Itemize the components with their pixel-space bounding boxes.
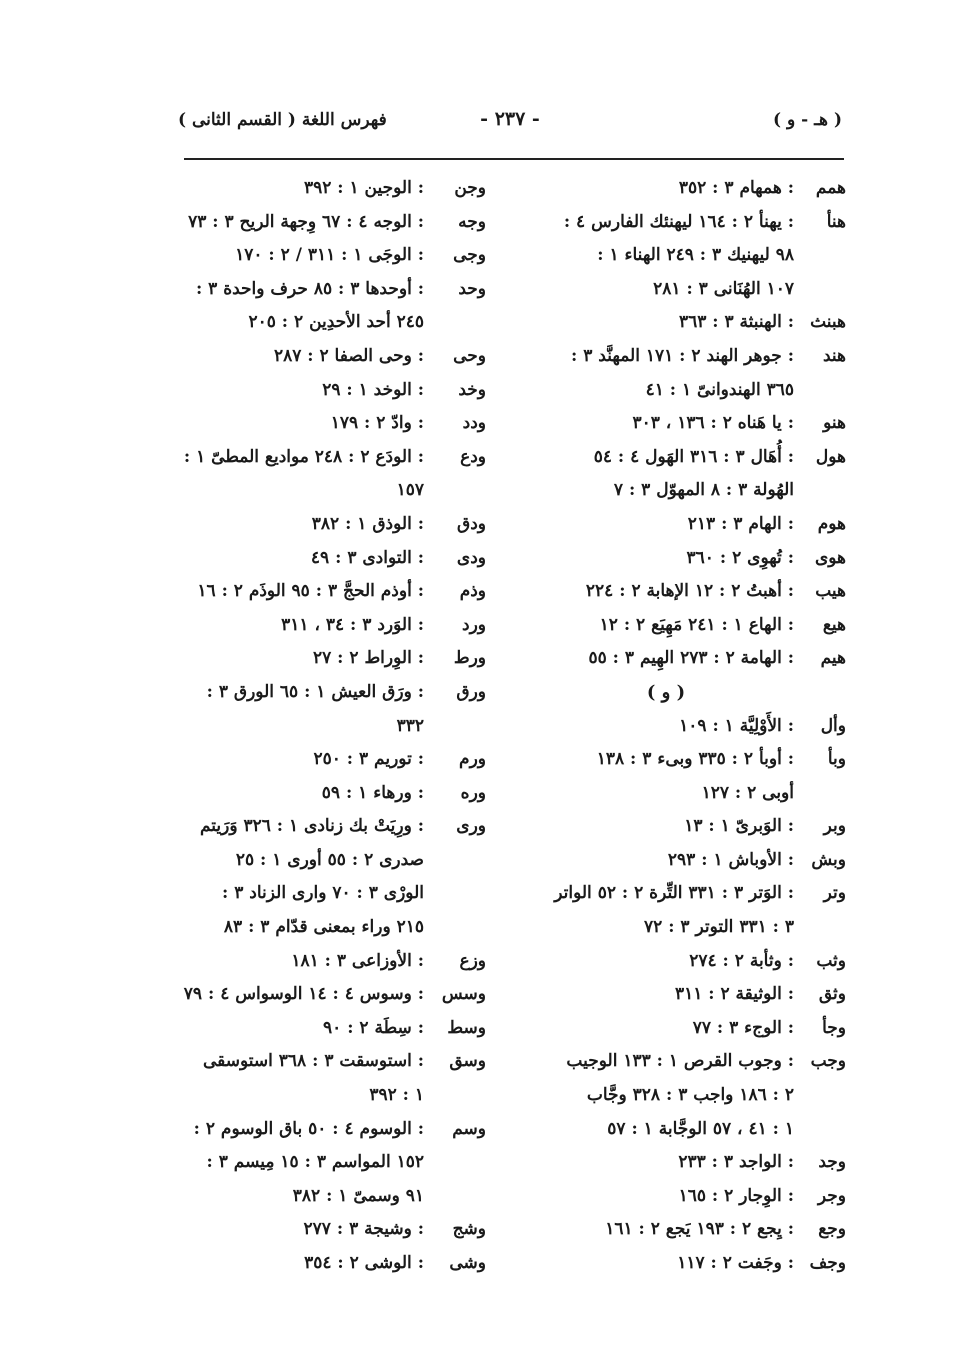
index-entry bbox=[546, 542, 846, 576]
entry-line bbox=[184, 676, 486, 710]
entry-root: وبش bbox=[811, 849, 846, 870]
entry-line bbox=[184, 1079, 486, 1113]
entry-root: وجع bbox=[818, 1219, 846, 1240]
entry-line bbox=[184, 642, 486, 676]
entry-root: هنو bbox=[823, 413, 846, 434]
entry-text: : يِجع ٢ : ١٩٣ يَجع ٢ : ١٦١ bbox=[546, 1213, 794, 1247]
entry-root: وشج bbox=[452, 1219, 486, 1240]
entry-line bbox=[184, 877, 486, 911]
entry-text: : ورهاء ١ : ٥٩ bbox=[184, 777, 424, 811]
index-entry bbox=[184, 642, 486, 676]
entry-text: : الأوباش ١ : ٢٩٣ bbox=[546, 844, 794, 878]
entry-root: ورق bbox=[456, 681, 486, 702]
entry-line bbox=[546, 743, 846, 777]
entry-text: : أوحدها ٣ : ٨٥ حرف واحدة ٣ : bbox=[184, 273, 424, 307]
entry-root: هوى bbox=[814, 547, 846, 568]
entry-text: : الوجين ١ : ٣٩٢ bbox=[184, 172, 424, 206]
entry-text: : الهام ٣ : ٢١٣ bbox=[546, 508, 794, 542]
entry-continuation: ٢ : ١٨٦ واجب ٣ : ٣٢٨ وجَّاب bbox=[586, 1085, 794, 1106]
entry-line bbox=[546, 374, 846, 408]
entry-root: وجد bbox=[818, 1152, 846, 1173]
entry-text: : يهنأ ٢ : ١٦٤ ليهنئك الفارس ٤ : bbox=[546, 206, 794, 240]
entry-continuation: صدرى ٢ : ٥٥ أورى ١ : ٢٥ bbox=[235, 849, 424, 870]
entry-root: ودق bbox=[457, 513, 486, 534]
entry-root: وزع bbox=[459, 950, 486, 971]
entry-line bbox=[546, 306, 846, 340]
index-entry bbox=[546, 1213, 846, 1247]
entry-text: : الوَتر ٣ : ٣٣١ التِّرة ٢ : ٥٢ الواتر bbox=[546, 877, 794, 911]
entry-line bbox=[546, 1079, 846, 1113]
index-entry bbox=[184, 508, 486, 542]
entry-line bbox=[184, 1045, 486, 1079]
entry-line bbox=[184, 777, 486, 811]
entry-root: وسط bbox=[447, 1017, 486, 1038]
entry-text: : الواجد ٣ : ٢٣٣ bbox=[546, 1146, 794, 1180]
index-entry bbox=[546, 508, 846, 542]
index-entry bbox=[546, 1180, 846, 1214]
entry-root: ودع bbox=[460, 446, 486, 467]
entry-text: : استوسقت ٣ : ٣٦٨ استوسقى bbox=[184, 1045, 424, 1079]
entry-line bbox=[546, 810, 846, 844]
entry-line bbox=[546, 642, 846, 676]
entry-text: : الوثيقة ٢ : ٣١١ bbox=[546, 978, 794, 1012]
entry-root: وثب bbox=[816, 950, 846, 971]
entry-text: : الأَوْلِيَّة ١ : ١٠٩ bbox=[546, 710, 794, 744]
entry-line bbox=[546, 710, 846, 744]
entry-root: ورد bbox=[462, 614, 486, 635]
index-entry bbox=[184, 1045, 486, 1112]
entry-continuation: أوبى ٢ : ١٢٧ bbox=[701, 782, 794, 803]
entry-root: وسم bbox=[452, 1118, 486, 1139]
entry-root: وذم bbox=[459, 581, 486, 602]
entry-text: : الوذق ١ : ٣٨٢ bbox=[184, 508, 424, 542]
index-entry bbox=[184, 542, 486, 576]
entry-continuation: ١٥٧ bbox=[396, 480, 424, 501]
index-entry bbox=[546, 340, 846, 407]
entry-root: ودد bbox=[462, 413, 486, 434]
entry-line bbox=[184, 1180, 486, 1214]
entry-text: : الوجَى ١ : ٣١١ / ٢ : ١٧٠ bbox=[184, 239, 424, 273]
entry-line bbox=[546, 1247, 846, 1281]
index-entry bbox=[546, 642, 846, 676]
entry-line bbox=[546, 575, 846, 609]
entry-line bbox=[184, 575, 486, 609]
entry-root: وره bbox=[460, 782, 486, 803]
entry-text: : ورِيَتْ بك زنادى ١ : ٣٢٦ وَرَيتم bbox=[184, 810, 424, 844]
entry-line bbox=[546, 1045, 846, 1079]
entry-text: : همهام ٣ : ٣٥٢ bbox=[546, 172, 794, 206]
entry-root: وتر bbox=[823, 883, 846, 904]
entry-root: وحى bbox=[453, 345, 486, 366]
entry-root: وخد bbox=[458, 379, 486, 400]
entry-root: وسق bbox=[449, 1051, 486, 1072]
entry-line bbox=[546, 273, 846, 307]
entry-root: وبأ bbox=[827, 749, 846, 770]
entry-text: : توريم ٣ : ٢٥٠ bbox=[184, 743, 424, 777]
entry-continuation: ١ : ٣٩٢ bbox=[369, 1085, 424, 1106]
index-entry bbox=[546, 844, 846, 878]
entry-root: وجر bbox=[817, 1185, 846, 1206]
entry-line bbox=[184, 273, 486, 307]
entry-continuation: ٣ : ٣٣١ التوتر ٣ : ٧٢ bbox=[644, 917, 794, 938]
index-entry bbox=[184, 1247, 486, 1281]
entry-text: : أوذم الحجَّ ٣ : ٩٥ الوذَم ٢ : ١٦ bbox=[184, 575, 424, 609]
entry-text: : الوسوم ٤ : ٥٠ باق الوسوم ٢ : bbox=[184, 1113, 424, 1147]
left-column bbox=[184, 172, 486, 1281]
entry-text: : أهبتُ ٢ : ١٢ الإهابة ٢ : ٢٢٤ bbox=[546, 575, 794, 609]
index-entry bbox=[184, 609, 486, 643]
index-entry bbox=[184, 978, 486, 1012]
entry-text: : الهاع ١ : ٢٤١ مَهِيَع ٢ : ١٢ bbox=[546, 609, 794, 643]
index-entry bbox=[546, 710, 846, 744]
entry-text: : الوجه ٤ : ٦٧ وِجهة الريح ٣ : ٧٣ bbox=[184, 206, 424, 240]
entry-line bbox=[184, 407, 486, 441]
entry-line bbox=[546, 172, 846, 206]
entry-line bbox=[184, 609, 486, 643]
entry-line bbox=[184, 374, 486, 408]
entry-line bbox=[546, 441, 846, 475]
entry-text: : الوجء ٣ : ٧٧ bbox=[546, 1012, 794, 1046]
entry-root: وثق bbox=[818, 984, 846, 1005]
entry-text: : أُهَال ٣ : ٣١٦ الهَول ٤ : ٥٤ bbox=[546, 441, 794, 475]
entry-line bbox=[184, 172, 486, 206]
entry-continuation: ٢١٥ وراء بمعنى قدّام ٣ : ٨٣ bbox=[223, 917, 424, 938]
index-entry bbox=[546, 172, 846, 206]
entry-root: هبنث bbox=[810, 312, 846, 333]
entry-continuation: ١٥٢ المواسم ٣ : ١٥ مِيسم ٣ : bbox=[206, 1152, 424, 1173]
entry-text: : تُهوِى ٢ : ٣٦٠ bbox=[546, 542, 794, 576]
entry-line bbox=[184, 542, 486, 576]
entry-root: وجف bbox=[809, 1253, 846, 1273]
entry-text: : الهامة ٢ : ٢٧٣ الهِيم ٣ : ٥٥ bbox=[546, 642, 794, 676]
header-rule bbox=[184, 158, 844, 160]
entry-root: وسس bbox=[441, 984, 486, 1005]
entry-root: وأل bbox=[820, 715, 846, 736]
entry-line bbox=[184, 441, 486, 475]
entry-line bbox=[184, 978, 486, 1012]
entry-continuation: الهُولة ٣ : ٨ المهوّل ٣ : ٧ bbox=[613, 480, 794, 501]
entry-line bbox=[184, 340, 486, 374]
entry-root: ورى bbox=[456, 816, 486, 837]
entry-root: هوم bbox=[817, 513, 846, 534]
entry-root: ورم bbox=[459, 749, 486, 770]
entry-text: : وشيجة ٣ : ٢٧٧ bbox=[184, 1213, 424, 1247]
entry-line bbox=[546, 978, 846, 1012]
entry-text: : التوادى ٣ : ٤٩ bbox=[184, 542, 424, 576]
entry-line bbox=[184, 810, 486, 844]
entry-line bbox=[184, 945, 486, 979]
entry-text: : وثأبة ٢ : ٢٧٤ bbox=[546, 945, 794, 979]
entry-text: : الوِراط ٢ : ٢٧ bbox=[184, 642, 424, 676]
index-entry bbox=[184, 676, 486, 743]
entry-line bbox=[184, 1113, 486, 1147]
entry-root: ودى bbox=[456, 547, 486, 568]
index-entry bbox=[546, 877, 846, 944]
entry-text: : جوهر الهند ٢ : ١٧١ المهنَّد ٣ : bbox=[546, 340, 794, 374]
index-entry bbox=[546, 978, 846, 1012]
entry-line bbox=[546, 1012, 846, 1046]
entry-text: : الوَبرىّ ١ : ١٣ bbox=[546, 810, 794, 844]
entry-root: همم bbox=[815, 178, 846, 198]
right-column bbox=[546, 172, 846, 1281]
entry-text: : يا هَناه ٢ : ١٣٦ ، ٣٠٣ bbox=[546, 407, 794, 441]
entry-text: : الوَرد ٣ : ٣٤ ، ٣١١ bbox=[184, 609, 424, 643]
entry-continuation: ٩٨ ليهنيك ٣ : ٢٤٩ الهناء ١ : bbox=[597, 245, 794, 266]
section-heading: ( و ) bbox=[646, 681, 686, 703]
entry-text: : الهنبثة ٣ : ٣٦٣ bbox=[546, 306, 794, 340]
entry-line bbox=[546, 877, 846, 911]
index-entry bbox=[184, 1213, 486, 1247]
index-entry bbox=[184, 273, 486, 340]
entry-root: هيع bbox=[822, 614, 846, 635]
entry-continuation: ١٠٧ الهُنَانى ٣ : ٢٨١ bbox=[653, 278, 794, 299]
entry-line bbox=[546, 474, 846, 508]
entry-line bbox=[184, 911, 486, 945]
entry-text: : سِطَة ٢ : ٩٠ bbox=[184, 1012, 424, 1046]
entry-text: : وسوس ٤ : ١٤ الوسواس ٤ : ٧٩ bbox=[184, 978, 424, 1012]
entry-text: : وحى الصفا ٢ : ٢٨٧ bbox=[184, 340, 424, 374]
index-entry bbox=[546, 1146, 846, 1180]
entry-text: : الوخد ١ : ٢٩ bbox=[184, 374, 424, 408]
index-entry bbox=[546, 575, 846, 609]
entry-line bbox=[546, 508, 846, 542]
entry-line bbox=[546, 1213, 846, 1247]
index-entry bbox=[184, 441, 486, 508]
entry-line bbox=[546, 911, 846, 945]
index-entry bbox=[546, 407, 846, 441]
entry-line bbox=[546, 542, 846, 576]
entry-line bbox=[546, 1146, 846, 1180]
index-entry bbox=[546, 1247, 846, 1281]
entry-continuation: الورْى ٣ : ٧٠ وارى الزناد ٣ : bbox=[222, 883, 424, 904]
index-entry bbox=[184, 374, 486, 408]
entry-text: : الوشى ٢ : ٣٥٤ bbox=[184, 1247, 424, 1281]
index-entry bbox=[184, 575, 486, 609]
entry-line bbox=[184, 306, 486, 340]
entry-line bbox=[546, 1180, 846, 1214]
entry-text: : أوبأ ٢ : ٣٣٥ وبىء ٣ : ١٣٨ bbox=[546, 743, 794, 777]
index-entry bbox=[546, 1012, 846, 1046]
entry-line bbox=[546, 609, 846, 643]
entry-line bbox=[184, 1247, 486, 1281]
entry-continuation: ٣٦٥ الهندوانىّ ١ : ٤١ bbox=[645, 379, 794, 400]
entry-line bbox=[184, 710, 486, 744]
entry-line bbox=[546, 777, 846, 811]
entry-line bbox=[546, 844, 846, 878]
index-entry bbox=[546, 810, 846, 844]
index-entry bbox=[546, 441, 846, 508]
entry-text: : وجَفت ٢ : ١١٧ bbox=[546, 1247, 794, 1281]
entry-root: هند bbox=[822, 345, 846, 366]
index-entry bbox=[184, 743, 486, 777]
entry-line bbox=[184, 743, 486, 777]
entry-continuation: ٢٤٥ أحد الأحدِين ٢ : ٢٠٥ bbox=[248, 312, 424, 333]
index-entry bbox=[546, 945, 846, 979]
entry-text: : وجوب القرص ١ : ١٣٣ الوجيب bbox=[546, 1045, 794, 1079]
index-entry bbox=[184, 1012, 486, 1046]
entry-line bbox=[546, 239, 846, 273]
entry-line bbox=[184, 474, 486, 508]
header-title: فهرس اللغة ( القسم الثانى ) bbox=[178, 110, 387, 130]
entry-line bbox=[546, 1113, 846, 1147]
entry-line bbox=[546, 945, 846, 979]
index-entry bbox=[184, 1113, 486, 1214]
entry-line bbox=[184, 1146, 486, 1180]
index-entry bbox=[184, 945, 486, 979]
entry-root: وجه bbox=[458, 211, 486, 232]
entry-root: وجى bbox=[453, 245, 486, 266]
entry-text: : ورَق العيش ١ : ٦٥ الورق ٣ : bbox=[184, 676, 424, 710]
entry-root: وجأ bbox=[822, 1017, 846, 1038]
entry-root: وجن bbox=[454, 178, 486, 198]
index-entry bbox=[184, 172, 486, 206]
index-entry bbox=[546, 206, 846, 307]
entry-text: : الودَع ٢ : ٢٤٨ مواديع المطىّ ١ : bbox=[184, 441, 424, 475]
index-entry bbox=[184, 239, 486, 273]
index-entry bbox=[546, 306, 846, 340]
entry-root: وجب bbox=[810, 1051, 846, 1072]
header-section-letters: ( هـ - و ) bbox=[773, 110, 842, 130]
entry-root: هنأ bbox=[826, 211, 846, 232]
entry-line bbox=[546, 206, 846, 240]
entry-root: هيب bbox=[815, 581, 846, 602]
index-entry bbox=[184, 407, 486, 441]
entry-root: ورط bbox=[453, 648, 486, 669]
entry-text: : وادّ ٢ : ١٧٩ bbox=[184, 407, 424, 441]
page-header bbox=[178, 106, 842, 140]
entry-root: وبر bbox=[823, 816, 846, 837]
entry-text: : الوِجار ٢ : ١٦٥ bbox=[546, 1180, 794, 1214]
entry-line bbox=[546, 340, 846, 374]
entry-line bbox=[184, 844, 486, 878]
entry-continuation: ٣٣٢ bbox=[396, 715, 424, 736]
entry-continuation: ١ : ٤١ ، ٥٧ الوجَّابة ١ : ٥٧ bbox=[607, 1118, 794, 1139]
entry-line bbox=[184, 508, 486, 542]
index-entry bbox=[546, 1045, 846, 1146]
entry-root: هول bbox=[815, 446, 846, 467]
entry-root: هيم bbox=[820, 648, 846, 669]
index-entry bbox=[184, 810, 486, 944]
index-entry bbox=[546, 743, 846, 810]
entry-line bbox=[184, 239, 486, 273]
page-number: - ٢٣٧ - bbox=[480, 108, 540, 130]
entry-root: وحد bbox=[458, 278, 486, 299]
entry-line bbox=[184, 1012, 486, 1046]
index-entry bbox=[184, 777, 486, 811]
entry-text: : الأوزاعى ٣ : ١٨١ bbox=[184, 945, 424, 979]
entry-line bbox=[546, 407, 846, 441]
index-entry bbox=[184, 206, 486, 240]
entry-line bbox=[184, 1213, 486, 1247]
entry-continuation: ٩١ وسمىّ ١ : ٣٨٢ bbox=[292, 1185, 424, 1206]
index-entry bbox=[546, 609, 846, 643]
index-entry bbox=[184, 340, 486, 374]
entry-root: وشى bbox=[449, 1253, 486, 1273]
entry-line bbox=[184, 206, 486, 240]
